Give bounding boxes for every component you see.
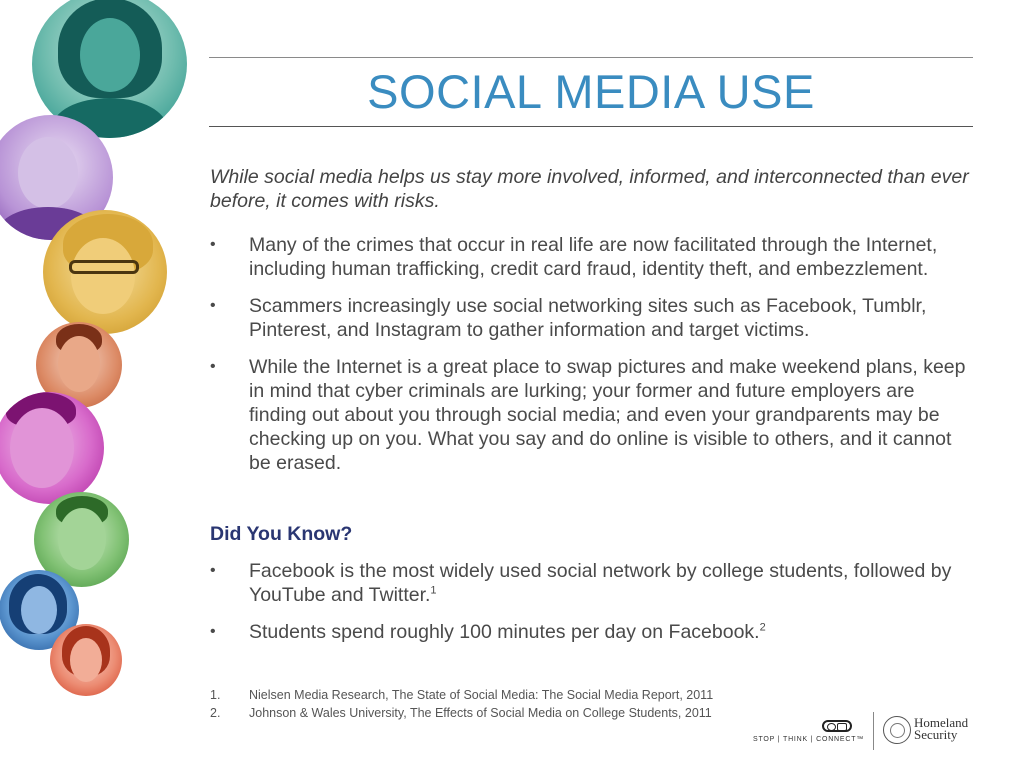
title-bottom-rule — [209, 126, 973, 127]
list-item — [210, 294, 970, 342]
did-you-know-heading: Did You Know? — [210, 523, 353, 545]
bullet-icon: • — [210, 297, 216, 314]
footnotes — [210, 686, 770, 722]
intro-text: While social media helps us stay more involved, informed, and interconnected than ever before, it comes with risks. — [210, 166, 969, 212]
footnote-text: Nielsen Media Research, The State of Social Media: The Social Media Report, 2011 — [249, 688, 714, 702]
woman-glasses-portrait-icon — [43, 210, 167, 334]
dhs-seal-icon — [883, 716, 911, 744]
list-item — [210, 233, 970, 281]
list-item — [210, 355, 970, 475]
fact-text: Facebook is the most widely used social network by college students, followed by YouTube and Twitter. — [249, 560, 952, 606]
footnote — [210, 686, 770, 704]
logo-divider — [873, 712, 874, 750]
title-top-rule — [209, 57, 973, 58]
bullet-icon: • — [210, 623, 216, 640]
man-portrait-magenta-icon — [0, 392, 104, 504]
footnote-number: 2. — [210, 706, 221, 720]
footnote-number: 1. — [210, 688, 221, 702]
dhs-line-1: Homeland — [914, 715, 969, 730]
page-title: SOCIAL MEDIA USE — [367, 65, 815, 118]
bullet-text: Scammers increasingly use social networking sites such as Facebook, Tumblr, Pinterest, and Instagram to gather information and target victims. — [249, 295, 927, 341]
bullet-icon: • — [210, 562, 216, 579]
list-item — [210, 620, 970, 644]
bullet-text: While the Internet is a great place to swap pictures and make weekend plans, keep in mind that cyber criminals are lurking; your former and future employers are finding out about you through social media; and even your grandparents may be checking up on you. What you say and do online is visible to others, and it cannot be erased. — [249, 356, 966, 474]
stop-think-connect-icon — [822, 720, 852, 732]
footnote-text: Johnson & Wales University, The Effects of Social Media on College Students, 2011 — [249, 706, 712, 720]
fact-text: Students spend roughly 100 minutes per day on Facebook. — [249, 621, 760, 643]
footnote-ref: 1 — [430, 584, 437, 597]
bullet-icon: • — [210, 236, 216, 253]
homeland-security-logo — [914, 717, 968, 741]
bullet-icon: • — [210, 358, 216, 375]
dhs-line-2: Security — [914, 727, 958, 742]
risk-bullet-list — [210, 233, 970, 488]
woman-portrait-red-icon — [50, 624, 122, 696]
footnote-ref: 2 — [759, 621, 766, 634]
footnote — [210, 704, 770, 722]
did-you-know-list — [210, 559, 970, 657]
bullet-text: Many of the crimes that occur in real life are now facilitated through the Internet, including human trafficking, credit card fraud, identity theft, and embezzlement. — [249, 234, 938, 280]
list-item — [210, 559, 970, 607]
stop-think-connect-logo — [750, 718, 865, 746]
stop-think-connect-text: STOP | THINK | CONNECT™ — [753, 736, 865, 743]
